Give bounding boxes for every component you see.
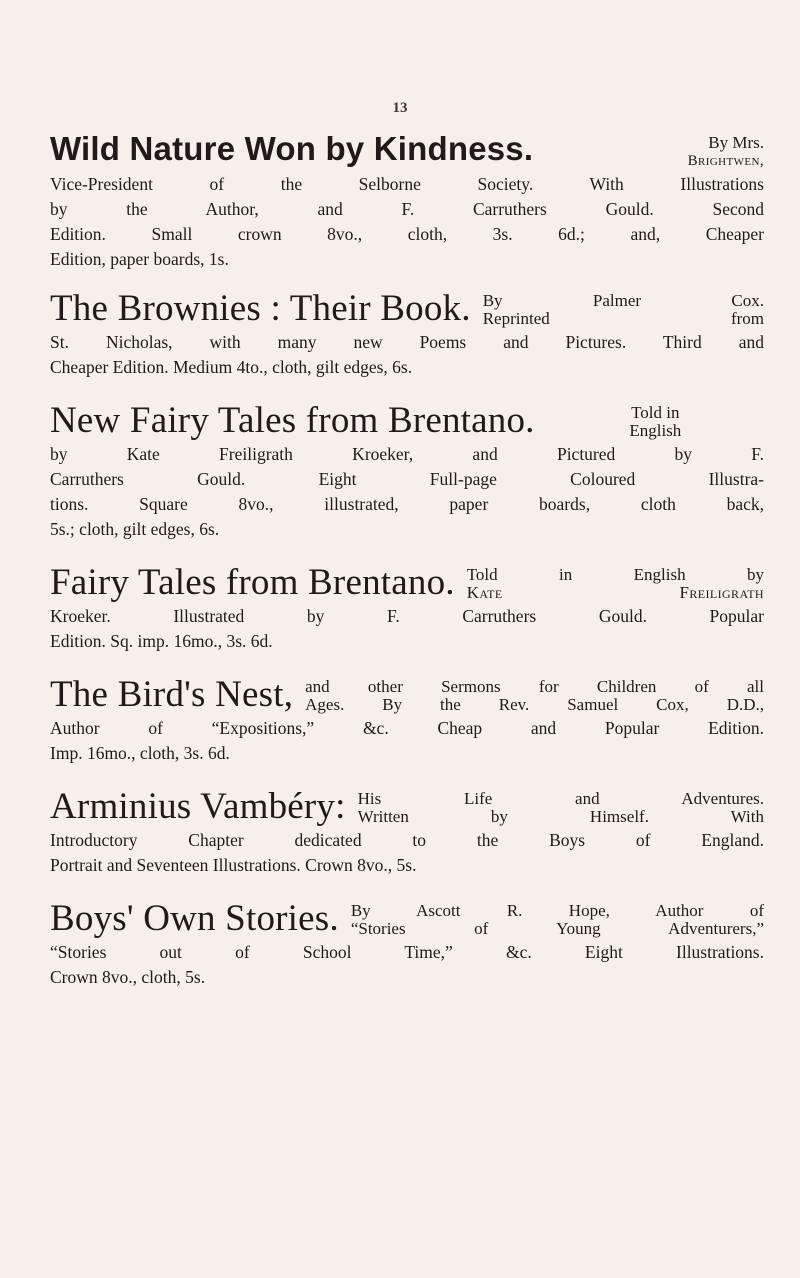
book-author-note: By Mrs. Brightwen, <box>687 133 764 169</box>
entry-heading <box>50 900 764 938</box>
book-description: Vice-President of the Selborne Society. With Illustrations by the Author, and F. Carruthers Gould. Second Edition. Small crown 8vo., cloth, 3s. 6d.; and, Cheaper Edition, paper boards, 1s. <box>50 174 764 269</box>
book-description: Author of “Expositions,” &c. Cheap and Popular Edition. Imp. 16mo., cloth, 3s. 6d. <box>50 718 764 763</box>
entry-heading <box>50 788 764 826</box>
book-title: The Brownies : Their Book. <box>50 288 471 329</box>
book-author-note: By Ascott R. Hope, Author of “Stories of Young Adventurers,” <box>350 901 764 938</box>
catalogue-entry <box>50 900 764 990</box>
page-number: 13 <box>392 100 408 116</box>
book-title: Arminius Vambéry: <box>50 786 346 827</box>
book-author-note: Told in English by Kate Freiligrath <box>466 565 764 602</box>
book-author-note: Told in English <box>629 403 682 440</box>
book-description: St. Nicholas, with many new Poems and Pictures. Third and Cheaper Edition. Medium 4to., cloth, gilt edges, 6s. <box>50 332 764 377</box>
catalogue-entries <box>50 132 764 1012</box>
entry-heading <box>50 564 764 602</box>
book-title: Wild Nature Won by Kindness. <box>50 130 534 167</box>
entry-heading <box>50 132 764 170</box>
catalogue-entry <box>50 676 764 766</box>
book-title: Fairy Tales from Brentano. <box>50 562 455 603</box>
book-description: “Stories out of School Time,” &c. Eight Illustrations. Crown 8vo., cloth, 5s. <box>50 942 764 987</box>
entry-heading <box>50 290 764 328</box>
entry-heading <box>50 676 764 714</box>
book-author-note: His Life and Adventures. Written by Himself. With <box>357 789 764 826</box>
catalogue-entry <box>50 402 764 542</box>
catalogue-entry <box>50 290 764 380</box>
book-title: New Fairy Tales from Brentano. <box>50 400 535 441</box>
book-title: The Bird's Nest, <box>50 674 294 715</box>
entry-heading <box>50 402 764 440</box>
catalogue-entry <box>50 564 764 654</box>
book-description: Kroeker. Illustrated by F. Carruthers Gould. Popular Edition. Sq. imp. 16mo., 3s. 6d. <box>50 606 764 651</box>
book-author-note: By Palmer Cox. Reprinted from <box>482 291 764 328</box>
book-title: Boys' Own Stories. <box>50 898 339 939</box>
book-author-note: and other Sermons for Children of all Ages. By the Rev. Samuel Cox, D.D., <box>305 677 764 714</box>
catalogue-entry <box>50 132 764 272</box>
book-description: by Kate Freiligrath Kroeker, and Pictured by F. Carruthers Gould. Eight Full-page Coloured Illustra- tions. Square 8vo., illustrated, paper boards, cloth back, 5s.; cloth, gilt edges, 6s. <box>50 444 764 539</box>
catalogue-entry <box>50 788 764 878</box>
book-description: Introductory Chapter dedicated to the Boys of England. Portrait and Seventeen Illustrations. Crown 8vo., 5s. <box>50 830 764 875</box>
